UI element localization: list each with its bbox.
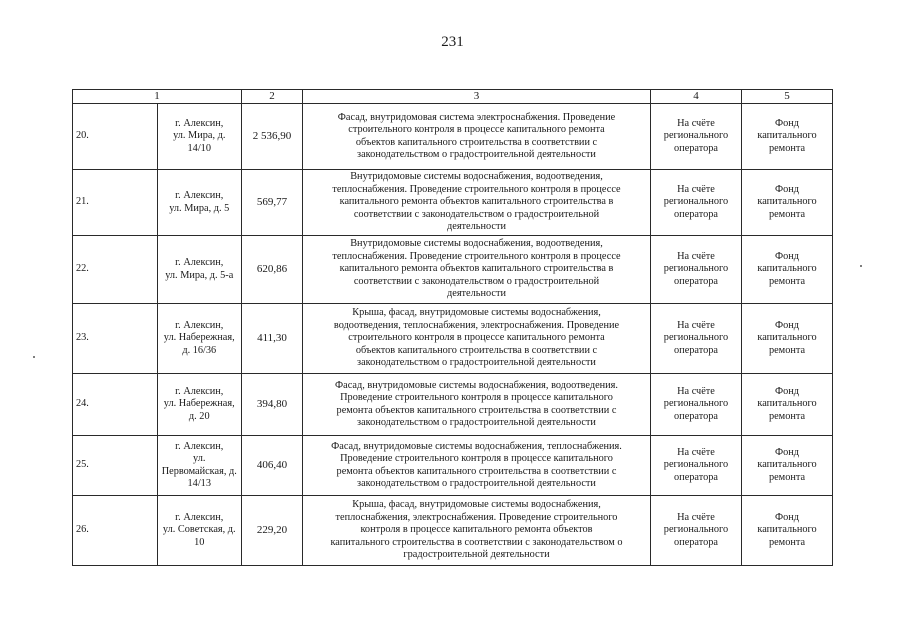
fund-source: [742, 436, 833, 496]
address-city: г. Алексин,: [175, 440, 224, 452]
funding-location-line: На счёте: [677, 319, 715, 331]
funding-location-line: оператора: [674, 344, 718, 356]
work-line: Внутридомовые системы водоснабжения, водоотведения,: [350, 238, 603, 250]
work-line: водоотведения, теплоснабжения, электроснабжения. Проведение: [333, 319, 620, 331]
work-line: соответствии с законодательством о градостроительной: [353, 208, 600, 220]
address-street: ул. Набережная, д. 20: [163, 398, 235, 422]
work-line: законодательством о градостроительной деятельности: [357, 416, 596, 428]
work-line: законодательством о градостроительной деятельности: [357, 148, 596, 160]
work-line: объектов капитального строительства в соответствии с: [355, 136, 598, 148]
work-line: Фасад, внутридомовые системы водоснабжения, водоотведения.: [335, 379, 618, 391]
funding-location: [651, 436, 742, 496]
funding-location-line: регионального: [663, 459, 729, 471]
work-line: Проведение строительного контроля в процессе капитального: [340, 453, 613, 465]
work-line: градостроительной деятельности: [403, 549, 550, 561]
funding-location-line: оператора: [674, 471, 718, 483]
fund-source-line: капитального: [757, 263, 817, 275]
row-number: 24.: [73, 374, 158, 436]
work-line: Фасад, внутридомовые системы водоснабжения, теплоснабжения.: [331, 440, 622, 452]
fund-source-line: Фонд: [774, 511, 800, 523]
funding-location-line: оператора: [674, 536, 718, 548]
area-value: 411,30: [242, 304, 303, 374]
fund-source-line: капитального: [757, 332, 817, 344]
work-description: [303, 236, 651, 304]
funding-location-line: регионального: [663, 398, 729, 410]
table-header-row: [73, 90, 833, 104]
work-description: [303, 374, 651, 436]
fund-source: [742, 496, 833, 566]
table-row: [73, 170, 833, 236]
work-description: [303, 304, 651, 374]
fund-source-line: Фонд: [774, 319, 800, 331]
address-cell: [157, 236, 242, 304]
address-cell: [157, 374, 242, 436]
row-number: 22.: [73, 236, 158, 304]
row-number: 26.: [73, 496, 158, 566]
area-value: 2 536,90: [242, 104, 303, 170]
funding-location-line: регионального: [663, 196, 729, 208]
fund-source-line: ремонта: [768, 275, 806, 287]
address-street: ул. Набережная, д. 16/36: [163, 332, 235, 356]
column-header-2: 2: [242, 90, 303, 104]
work-line: капитального ремонта объектов капитального строительства в: [339, 263, 614, 275]
funding-location-line: На счёте: [677, 385, 715, 397]
work-line: теплоснабжения. Проведение строительного контроля в процессе: [332, 250, 621, 262]
fund-source: [742, 170, 833, 236]
fund-source-line: Фонд: [774, 117, 800, 129]
fund-source: [742, 236, 833, 304]
fund-source-line: ремонта: [768, 208, 806, 220]
work-line: деятельности: [447, 288, 506, 300]
area-value: 569,77: [242, 170, 303, 236]
row-number: 21.: [73, 170, 158, 236]
fund-source: [742, 104, 833, 170]
fund-source-line: ремонта: [768, 471, 806, 483]
address-street: ул. Мира, д. 14/10: [173, 130, 226, 154]
funding-location: [651, 104, 742, 170]
address-city: г. Алексин,: [175, 319, 224, 331]
address-city: г. Алексин,: [175, 190, 224, 202]
fund-source-line: капитального: [757, 524, 817, 536]
work-line: капитального строительства в соответствии с законодательством о: [330, 536, 623, 548]
funding-location: [651, 374, 742, 436]
funding-location-line: оператора: [674, 208, 718, 220]
work-line: деятельности: [447, 221, 506, 233]
fund-source-line: Фонд: [774, 250, 800, 262]
fund-source-line: ремонта: [768, 536, 806, 548]
area-value: 406,40: [242, 436, 303, 496]
address-street: ул. Мира, д. 5: [169, 202, 230, 214]
work-line: Проведение строительного контроля в процессе капитального: [340, 392, 613, 404]
address-city: г. Алексин,: [175, 117, 224, 129]
funding-location-line: регионального: [663, 130, 729, 142]
funding-location-line: оператора: [674, 410, 718, 422]
work-description: [303, 496, 651, 566]
fund-source-line: капитального: [757, 130, 817, 142]
row-number: 23.: [73, 304, 158, 374]
funding-location-line: регионального: [663, 263, 729, 275]
area-value: 394,80: [242, 374, 303, 436]
table-row: [73, 304, 833, 374]
work-description: [303, 104, 651, 170]
scan-speck: [860, 265, 862, 267]
funding-location-line: На счёте: [677, 117, 715, 129]
work-line: законодательством о градостроительной деятельности: [357, 477, 596, 489]
fund-source-line: ремонта: [768, 410, 806, 422]
fund-source-line: Фонд: [774, 183, 800, 195]
area-value: 229,20: [242, 496, 303, 566]
work-line: теплоснабжения, электроснабжения. Проведение строительного: [335, 511, 618, 523]
work-line: Внутридомовые системы водоснабжения, водоотведения,: [350, 171, 603, 183]
table-row: [73, 374, 833, 436]
area-value: 620,86: [242, 236, 303, 304]
fund-source-line: Фонд: [774, 385, 800, 397]
table-body: [73, 104, 833, 566]
funding-location-line: регионального: [663, 332, 729, 344]
table-row: [73, 496, 833, 566]
fund-source: [742, 304, 833, 374]
work-line: законодательством о градостроительной деятельности: [357, 357, 596, 369]
funding-location: [651, 236, 742, 304]
work-line: Фасад, внутридомовая система электроснабжения. Проведение: [337, 111, 616, 123]
work-line: теплоснабжения. Проведение строительного контроля в процессе: [332, 183, 621, 195]
address-street: ул. Советская, д. 10: [162, 524, 236, 548]
funding-location-line: На счёте: [677, 446, 715, 458]
funding-location: [651, 304, 742, 374]
funding-location-line: На счёте: [677, 183, 715, 195]
funding-location: [651, 496, 742, 566]
scan-speck: [33, 356, 35, 358]
address-street: ул. Первомайская, д. 14/13: [161, 453, 237, 489]
column-header-5: 5: [742, 90, 833, 104]
column-header-3: 3: [303, 90, 651, 104]
funding-location-line: оператора: [674, 142, 718, 154]
column-header-1: 1: [73, 90, 242, 104]
fund-source: [742, 374, 833, 436]
work-line: Крыша, фасад, внутридомовые системы водоснабжения,: [352, 499, 601, 511]
work-line: соответствии с законодательством о градостроительной: [353, 275, 600, 287]
row-number: 20.: [73, 104, 158, 170]
work-line: строительного контроля в процессе капитального ремонта: [348, 332, 605, 344]
address-city: г. Алексин,: [175, 511, 224, 523]
address-street: ул. Мира, д. 5-а: [165, 269, 234, 281]
funding-location-line: На счёте: [677, 511, 715, 523]
table-row: [73, 104, 833, 170]
work-line: строительного контроля в процессе капитального ремонта: [348, 124, 605, 136]
table-row: [73, 436, 833, 496]
work-line: объектов капитального строительства в соответствии с: [355, 344, 598, 356]
fund-source-line: капитального: [757, 398, 817, 410]
fund-source-line: ремонта: [768, 344, 806, 356]
work-description: [303, 436, 651, 496]
address-cell: [157, 104, 242, 170]
work-line: ремонта объектов капитального строительства в соответствии с: [336, 465, 617, 477]
work-line: капитального ремонта объектов капитального строительства в: [339, 196, 614, 208]
work-description: [303, 170, 651, 236]
funding-location-line: На счёте: [677, 250, 715, 262]
table-row: [73, 236, 833, 304]
row-number: 25.: [73, 436, 158, 496]
work-line: ремонта объектов капитального строительства в соответствии с: [336, 404, 617, 416]
fund-source-line: ремонта: [768, 142, 806, 154]
address-city: г. Алексин,: [175, 385, 224, 397]
works-table: [72, 89, 833, 566]
fund-source-line: Фонд: [774, 446, 800, 458]
work-line: контроля в процессе капитального ремонта объектов: [360, 524, 593, 536]
funding-location-line: регионального: [663, 524, 729, 536]
address-cell: [157, 436, 242, 496]
fund-source-line: капитального: [757, 196, 817, 208]
address-cell: [157, 170, 242, 236]
address-city: г. Алексин,: [175, 257, 224, 269]
funding-location-line: оператора: [674, 275, 718, 287]
address-cell: [157, 304, 242, 374]
column-header-4: 4: [651, 90, 742, 104]
fund-source-line: капитального: [757, 459, 817, 471]
page-number: 231: [441, 34, 464, 50]
work-line: Крыша, фасад, внутридомовые системы водоснабжения,: [352, 307, 601, 319]
funding-location: [651, 170, 742, 236]
address-cell: [157, 496, 242, 566]
